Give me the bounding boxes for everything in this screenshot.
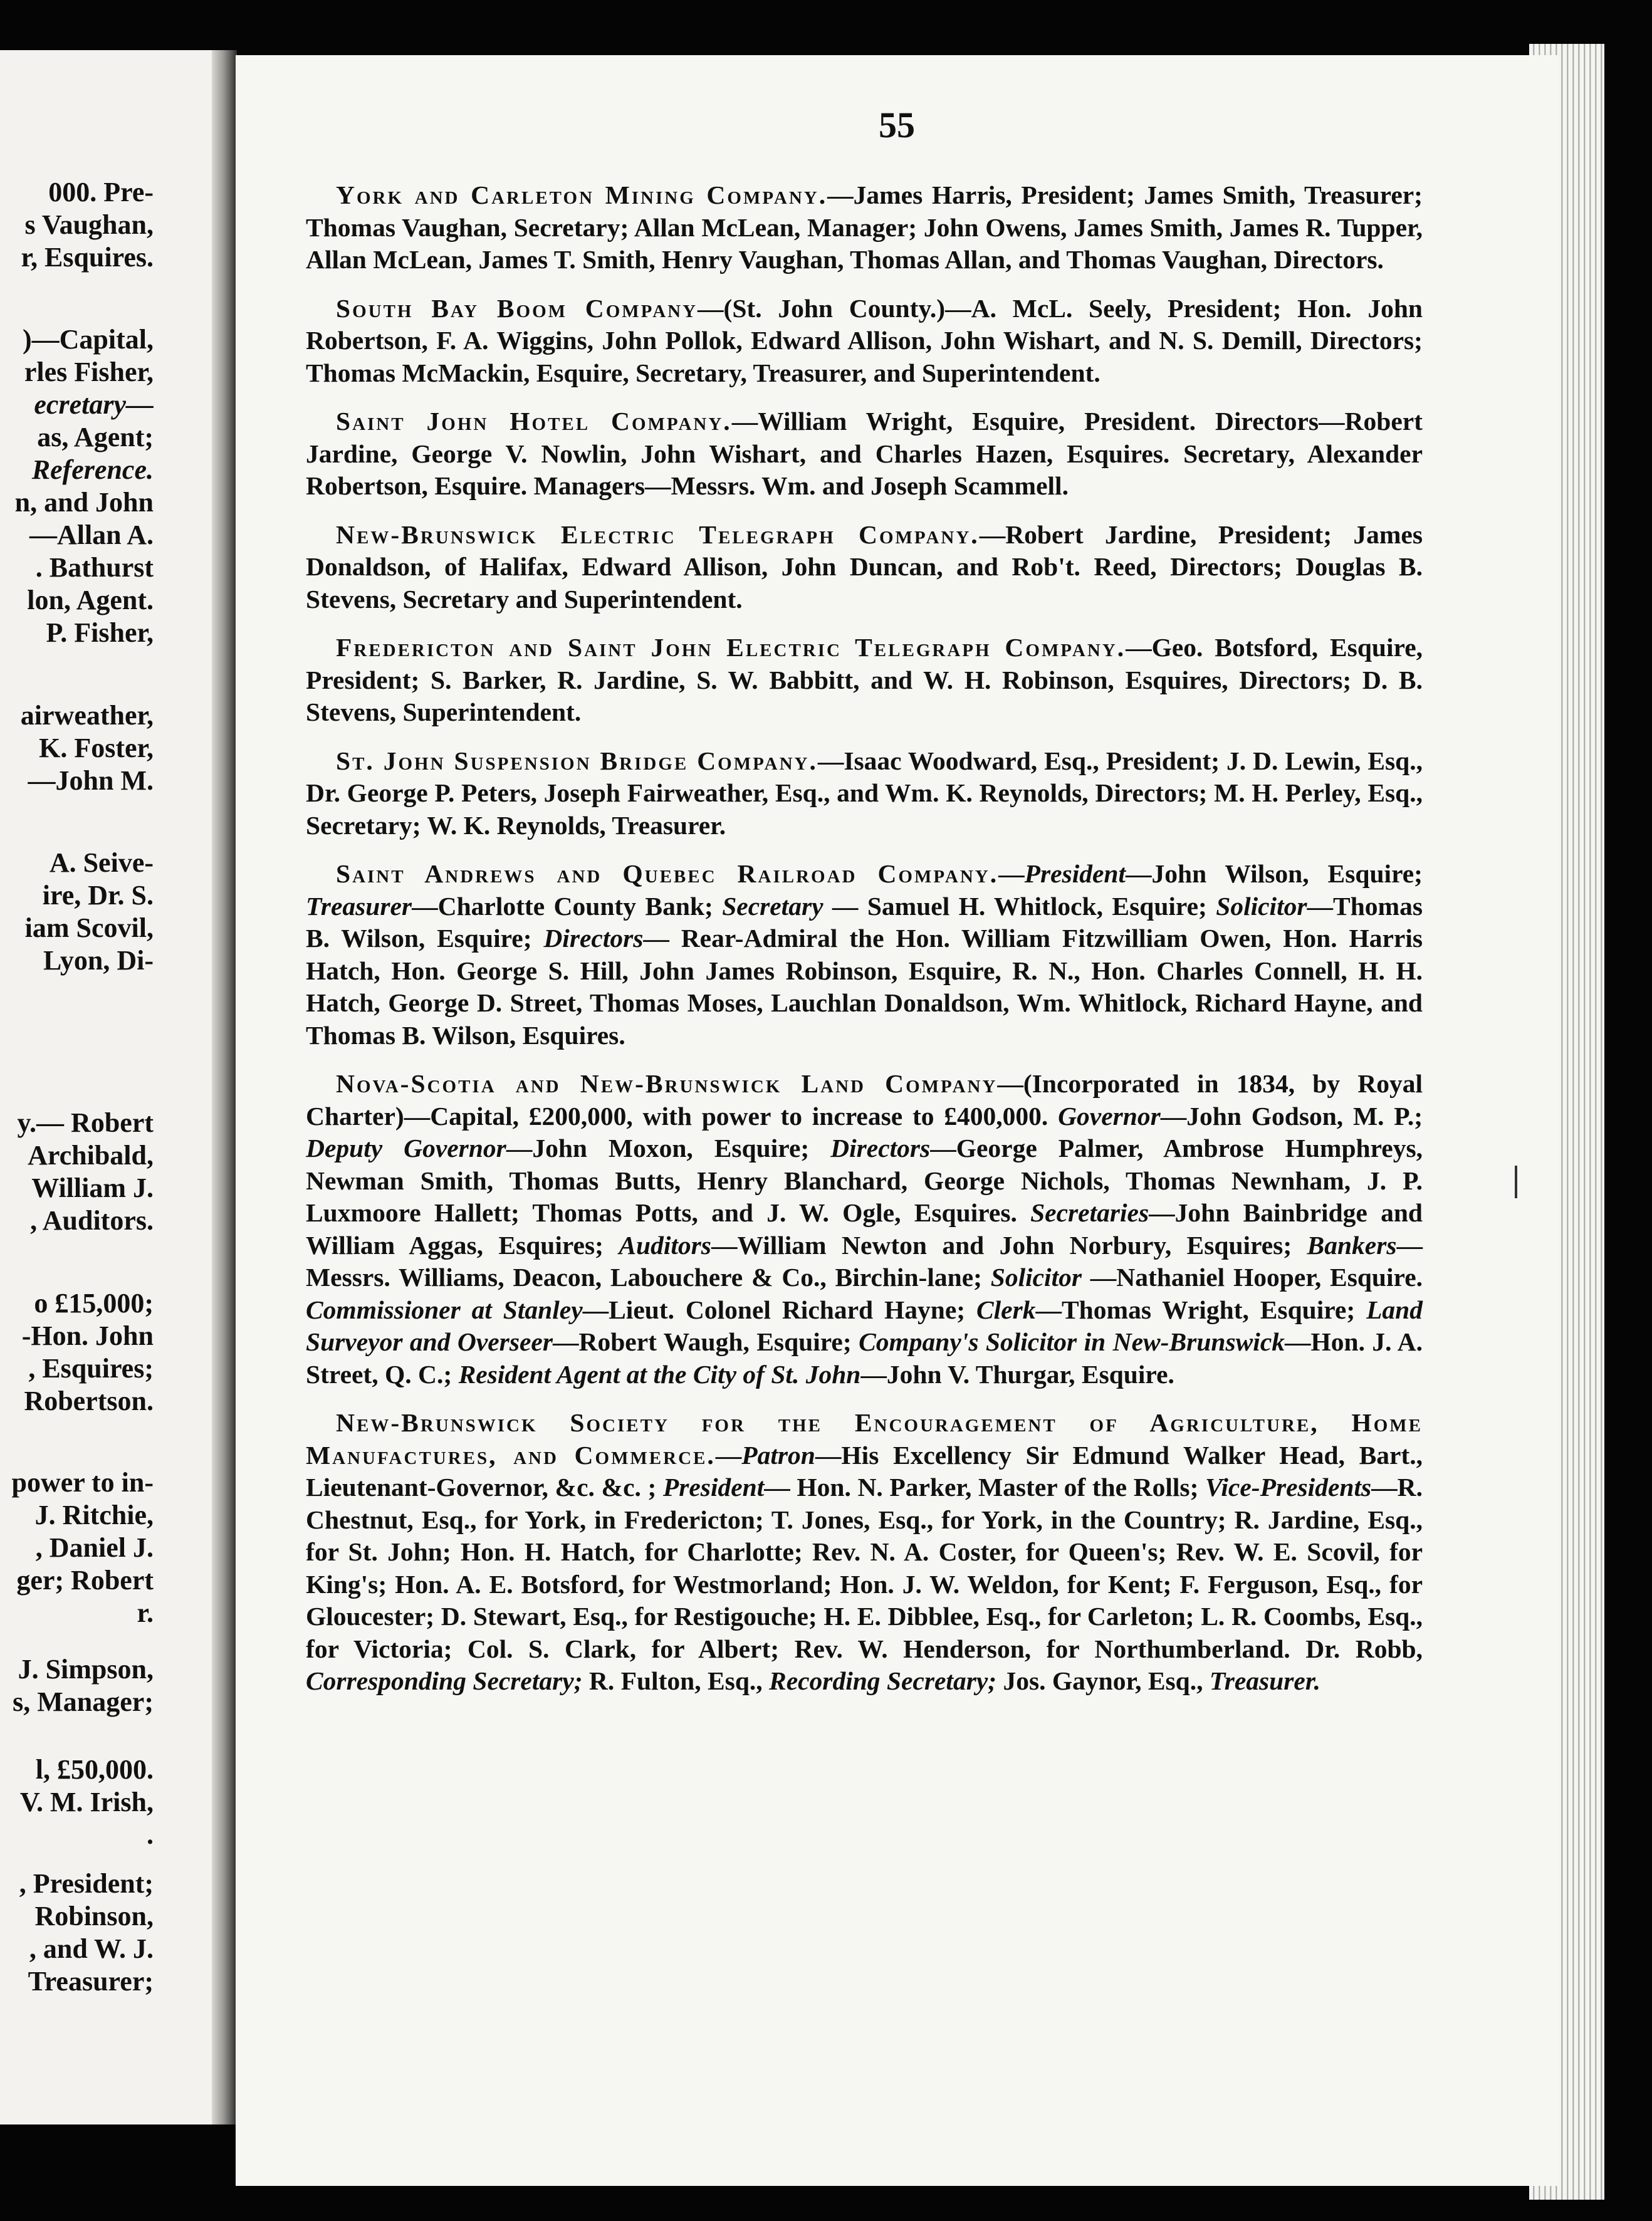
- directory-entry: [306, 1068, 1423, 1391]
- entry-role: Directors: [830, 1134, 931, 1163]
- entry-text: —Lieut. Colonel Richard Hayne;: [582, 1295, 976, 1324]
- right-page: [236, 55, 1558, 2186]
- left-line: o £15,000;: [34, 1288, 154, 1319]
- directory-entry: [306, 632, 1423, 729]
- directory-entry: [306, 519, 1423, 616]
- left-line: Treasurer;: [28, 1966, 154, 1997]
- left-line: .: [147, 1819, 154, 1850]
- left-line: n, and John: [14, 487, 154, 518]
- entry-text: —: [998, 859, 1025, 888]
- entry-text: R. Fulton, Esq.,: [582, 1666, 770, 1695]
- left-line: Archibald,: [28, 1140, 154, 1171]
- directory-entry: [306, 1407, 1423, 1698]
- directory-entries: [306, 179, 1423, 1714]
- left-line: ecretary—: [34, 389, 154, 420]
- edge-mark: [1515, 1166, 1517, 1198]
- entry-text: —John V. Thurgar, Esquire.: [860, 1359, 1174, 1389]
- left-line: , Daniel J.: [35, 1532, 154, 1563]
- entry-role: President: [662, 1473, 765, 1502]
- entry-text: Jos. Gaynor, Esq.,: [996, 1666, 1210, 1695]
- entry-text: —Thomas B. Wilson, Esquire;: [306, 891, 1423, 953]
- directory-entry: [306, 858, 1423, 1052]
- left-line: —Allan A.: [29, 520, 154, 550]
- entry-text: —George Palmer, Ambrose Humphreys, Newman Smith, Thomas Butts, Henry Blanchard, George Nichols, Thomas Newnham, J. P. Luxmoore Hallett; Thomas Potts, and J. W. Ogle, Esquires.: [306, 1134, 1423, 1227]
- left-line: as, Agent;: [37, 422, 154, 452]
- entry-text: —(Incorporated in 1834, by Royal Charter)—Capital, £200,000, with power to increase to £400,000.: [306, 1069, 1423, 1131]
- entry-text: —John Wilson, Esquire;: [1126, 859, 1423, 888]
- entry-text: —William Newton and John Norbury, Esquires;: [711, 1230, 1307, 1260]
- entry-role: Bankers: [1307, 1230, 1397, 1260]
- left-line: , President;: [19, 1868, 154, 1899]
- left-line: r, Esquires.: [21, 242, 154, 273]
- entry-text: —Geo. Botsford, Esquire, President; S. Barker, R. Jardine, S. W. Babbitt, and W. H. Robinson, Esquires, Directors; D. B. Stevens, Superintendent.: [306, 633, 1423, 726]
- entry-title: Fredericton and Saint John Electric Telegraph Company.: [336, 633, 1126, 662]
- left-line: ire, Dr. S.: [42, 880, 154, 911]
- left-line: A. Seive-: [49, 847, 154, 878]
- left-line: r.: [137, 1597, 154, 1628]
- left-line: l, £50,000.: [35, 1754, 154, 1785]
- left-line: power to in-: [11, 1467, 154, 1498]
- left-line: lon, Agent.: [27, 585, 154, 615]
- entry-role: Clerk: [976, 1295, 1036, 1324]
- left-line: )—Capital,: [23, 324, 154, 355]
- entry-role: Solicitor: [1216, 891, 1307, 921]
- left-line: -Hon. John: [21, 1320, 154, 1351]
- page-number: 55: [879, 105, 915, 145]
- entry-role: Directors: [543, 924, 644, 953]
- entry-role: Resident Agent at the City of St. John: [458, 1359, 861, 1389]
- entry-role: Vice-Presidents: [1205, 1473, 1372, 1502]
- entry-text: —John Bainbridge and William Aggas, Esquires;: [306, 1198, 1423, 1260]
- left-line: y.— Robert: [17, 1107, 154, 1138]
- entry-role: Auditors: [619, 1230, 711, 1260]
- left-page: [0, 50, 222, 2124]
- entry-text: —(St. John County.)—A. McL. Seely, President; Hon. John Robertson, F. A. Wiggins, John Pollok, Edward Allison, John Wishart, and N. S. Demill, Directors; Thomas McMackin, Esquire, Secretary, Treasurer, and Superintendent.: [306, 293, 1423, 387]
- left-line: s, Manager;: [13, 1686, 154, 1717]
- left-line: V. M. Irish,: [19, 1787, 154, 1817]
- entry-text: —John Moxon, Esquire;: [506, 1134, 831, 1163]
- entry-title: Nova-Scotia and New-Brunswick Land Company: [336, 1069, 998, 1098]
- entry-text: —Hon. J. A. Street, Q. C.;: [306, 1327, 1423, 1389]
- left-line: Robinson,: [34, 1901, 154, 1931]
- directory-entry: [306, 745, 1423, 842]
- left-line: s Vaughan,: [24, 209, 154, 240]
- entry-text: — Hon. N. Parker, Master of the Rolls;: [764, 1473, 1206, 1502]
- entry-text: —William Wright, Esquire, President. Directors—Robert Jardine, George V. Nowlin, John Wishart, and Charles Hazen, Esquires. Secretary, Alexander Robertson, Esquire. Managers—Messrs. Wm. and Joseph Scammell.: [306, 407, 1423, 500]
- entry-role: Land Surveyor and Overseer: [306, 1295, 1423, 1356]
- entry-text: —Messrs. Williams, Deacon, Labouchere & Co., Birchin-lane;: [306, 1230, 1423, 1292]
- left-line: , and W. J.: [29, 1933, 154, 1964]
- left-line: ger; Robert: [16, 1565, 154, 1596]
- entry-title: New-Brunswick Electric Telegraph Company.: [336, 520, 980, 549]
- left-line: , Auditors.: [30, 1205, 154, 1236]
- book-gutter: [212, 50, 237, 2124]
- entry-role: Corresponding Secretary;: [306, 1666, 583, 1695]
- left-line: 000. Pre-: [48, 177, 154, 207]
- left-line: P. Fisher,: [46, 617, 154, 648]
- left-line: . Bathurst: [35, 552, 154, 583]
- entry-role: Recording Secretary;: [769, 1666, 997, 1695]
- directory-entry: [306, 179, 1423, 276]
- entry-text: —Robert Jardine, President; James Donaldson, of Halifax, Edward Allison, John Duncan, and Rob't. Reed, Directors; Douglas B. Stevens, Secretary and Superintendent.: [306, 520, 1423, 614]
- directory-entry: [306, 405, 1423, 503]
- entry-role: Secretaries: [1030, 1198, 1149, 1227]
- entry-text: — Rear-Admiral the Hon. William Fitzwilliam Owen, Hon. Harris Hatch, Hon. George S. Hill, John James Robinson, Esquire, R. N., Hon. Charles Connell, H. H. Hatch, George D. Street, Thomas Moses, Lauchlan Donaldson, Wm. Whitlock, Richard Hayne, and Thomas B. Wilson, Esquires.: [306, 924, 1423, 1050]
- entry-text: —John Godson, M. P.;: [1160, 1101, 1423, 1131]
- entry-role: Company's Solicitor in New-Brunswick: [859, 1327, 1285, 1356]
- entry-title: Saint Andrews and Quebec Railroad Company.: [336, 859, 999, 888]
- left-line: —John M.: [28, 765, 154, 796]
- left-line: iam Scovil,: [24, 912, 154, 943]
- left-line: Reference.: [31, 454, 154, 485]
- left-line: J. Simpson,: [18, 1654, 154, 1685]
- entry-text: —His Excellency Sir Edmund Walker Head, Bart., Lieutenant-Governor, &c. &c. ;: [306, 1440, 1423, 1502]
- entry-text: —James Harris, President; James Smith, Treasurer; Thomas Vaughan, Secretary; Allan McLean, Manager; John Owens, James Smith, James R. Tupper, Allan McLean, James T. Smith, Henry Vaughan, Thomas Allan, and Thomas Vaughan, Directors.: [306, 180, 1423, 274]
- entry-text: —Isaac Woodward, Esq., President; J. D. Lewin, Esq., Dr. George P. Peters, Joseph Fairweather, Esq., and Wm. K. Reynolds, Directors; M. H. Perley, Esq., Secretary; W. K. Reynolds, Treasurer.: [306, 746, 1423, 840]
- entry-role: Secretary: [722, 891, 823, 921]
- entry-text: —Charlotte County Bank;: [412, 891, 723, 921]
- entry-title: St. John Suspension Bridge Company.: [336, 746, 818, 775]
- entry-role: Commissioner at Stanley: [306, 1295, 583, 1324]
- entry-text: —Nathaniel Hooper, Esquire.: [1082, 1263, 1423, 1292]
- entry-role: Solicitor: [990, 1263, 1082, 1292]
- entry-role: Treasurer.: [1209, 1666, 1321, 1695]
- entry-text: —Robert Waugh, Esquire;: [552, 1327, 859, 1356]
- left-line: William J.: [31, 1173, 154, 1203]
- left-line: K. Foster,: [39, 733, 154, 763]
- entry-title: York and Carleton Mining Company.: [336, 180, 828, 209]
- left-line: Robertson.: [24, 1386, 154, 1416]
- entry-text: —Thomas Wright, Esquire;: [1035, 1295, 1367, 1324]
- entry-role: Patron: [741, 1440, 815, 1470]
- directory-entry: [306, 293, 1423, 390]
- left-line: airweather,: [20, 700, 154, 731]
- entry-role: Deputy Governor: [306, 1134, 506, 1163]
- left-line: , Esquires;: [28, 1353, 154, 1384]
- left-line: rles Fisher,: [24, 357, 154, 387]
- entry-text: —R. Chestnut, Esq., for York, in Fredericton; T. Jones, Esq., for York, in the Country; R. Jardine, Esq., for St. John; Hon. H. Hatch, for Charlotte; Rev. N. A. Coster, for Queen's; Rev. W. E. Scovil, for King's; Hon. A. E. Botsford, for Westmorland; Hon. J. W. Weldon, for Kent; F. Ferguson, Esq., for Gloucester; D. Stewart, Esq., for Restigouche; H. E. Dibblee, Esq., for Carleton; L. R. Coombs, Esq., for Victoria; Col. S. Clark, for Albert; Rev. W. Henderson, for Northumberland. Dr. Robb,: [306, 1473, 1423, 1663]
- left-line: Lyon, Di-: [43, 945, 154, 976]
- entry-text: —: [715, 1440, 742, 1470]
- entry-role: President: [1024, 859, 1126, 888]
- entry-role: Governor: [1058, 1101, 1161, 1131]
- entry-text: — Samuel H. Whitlock, Esquire;: [823, 891, 1216, 921]
- entry-role: Treasurer: [306, 891, 412, 921]
- left-line: J. Ritchie,: [34, 1500, 154, 1530]
- entry-title: New-Brunswick Society for the Encouragement of Agriculture, Home Manufactures, and Commerce.: [306, 1408, 1423, 1470]
- entry-title: Saint John Hotel Company.: [336, 407, 732, 436]
- entry-title: South Bay Boom Company: [336, 293, 698, 323]
